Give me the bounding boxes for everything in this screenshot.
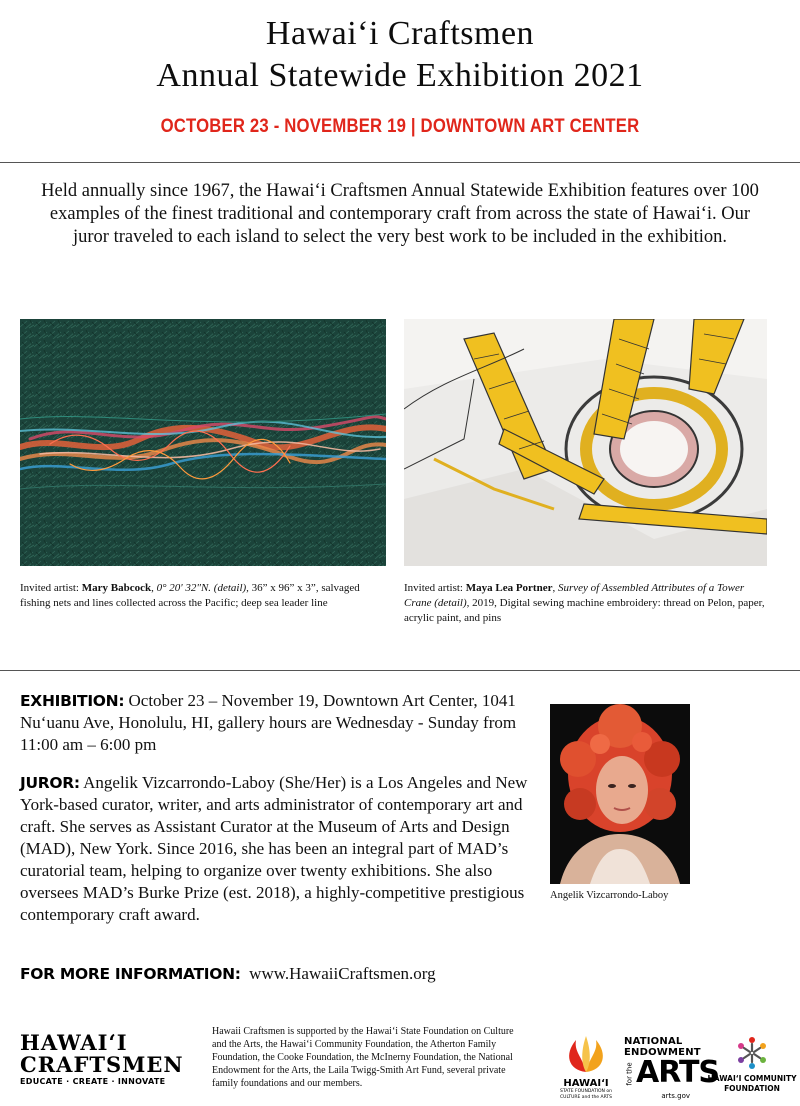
sfca-sub-2: CULTURE and the ARTS xyxy=(560,1095,612,1100)
exhibition-label: EXHIBITION: xyxy=(20,692,125,710)
artwork-portner-image xyxy=(404,319,767,566)
hcf-line-2: FOUNDATION xyxy=(724,1084,780,1093)
exhibition-block xyxy=(20,690,525,756)
sfca-flame-icon xyxy=(556,1034,616,1074)
nea-for-the: for the xyxy=(625,1062,634,1086)
logo-tagline: EDUCATE · CREATE · INNOVATE xyxy=(20,1077,166,1086)
juror-label: JUROR: xyxy=(20,774,80,792)
juror-photo-caption: Angelik Vizcarrondo-Laboy xyxy=(550,890,669,901)
nea-url: arts.gov xyxy=(661,1092,690,1100)
nea-line-1: NATIONAL xyxy=(624,1036,683,1047)
hcf-line-1: HAWAIʻI COMMUNITY xyxy=(707,1074,797,1083)
hcf-people-icon xyxy=(704,1036,800,1070)
website-link[interactable]: www.HawaiiCraftsmen.org xyxy=(249,964,436,983)
sfca-sub-1: STATE FOUNDATION on xyxy=(560,1089,612,1094)
nea-logo xyxy=(624,1036,720,1102)
nea-line-2: ENDOWMENT xyxy=(624,1047,701,1058)
artwork-portner-caption: Invited artist: Maya Lea Portner, Survey of Assembled Attributes of a Tower Crane (detail), 2019, Digital sewing machine embroidery: thread on Pelon, paper, acrylic paint, and pins xyxy=(404,582,765,624)
juror-photo xyxy=(550,704,690,884)
intro-paragraph: Held annually since 1967, the Hawaiʻi Craftsmen Annual Statewide Exhibition features over 100 examples of the finest traditional and contemporary craft from across the state of Hawaiʻi. Our juror traveled to each island to select the very best work to be included in the exhibition. xyxy=(41,181,759,247)
exhibition-text: October 23 – November 19, Downtown Art Center, 1041 Nuʻuanu Ave, Honolulu, HI, gallery hours are Wednesday - Sunday from 11:00 am – 6:00 pm xyxy=(20,691,517,754)
title-line-1: Hawaiʻi Craftsmen xyxy=(265,15,535,52)
more-info-line xyxy=(20,963,540,985)
artwork-babcock-caption: Invited artist: Mary Babcock, 0° 20' 32"N. (detail), 36” x 96” x 3”, salvaged fishing nets and lines collected across the Pacific; deep sea leader line xyxy=(20,582,360,609)
juror-text: Angelik Vizcarrondo-Laboy (She/Her) is a Los Angeles and New York-based curator, writer, and arts administrator of contemporary art and craft. She serves as Assistant Curator at the Museum of Arts and Design (MAD), New York. Since 2016, she has been an integral part of MAD’s curatorial team, helping to organize over twenty exhibitions. She also oversees MAD’s Burke Prize (est. 2018), a highly-competitive prestigious contemporary craft award. xyxy=(20,773,528,924)
supporters-text: Hawaii Craftsmen is supported by the Hawaiʻi State Foundation on Culture and the Arts, the Hawaiʻi Community Foundation, the Atherton Family Foundation, the Cooke Foundation, the McInerny Foundation, the National Endowment for the Arts, the Laila Twigg-Smith Art Fund, several private family foundations and our members. xyxy=(212,1026,514,1089)
divider-top xyxy=(0,162,800,163)
divider-middle xyxy=(0,670,800,671)
more-info-label: FOR MORE INFORMATION: xyxy=(20,965,241,983)
dates-venue: OCTOBER 23 - NOVEMBER 19 | DOWNTOWN ART CENTER xyxy=(160,116,640,137)
sfca-logo xyxy=(556,1034,616,1104)
nea-arts: ARTS xyxy=(636,1055,720,1090)
title-line-2: Annual Statewide Exhibition 2021 xyxy=(156,57,644,94)
artwork-babcock-image xyxy=(20,319,386,566)
logo-line-2: CRAFTSMEN xyxy=(20,1052,184,1077)
sfca-name: HAWAIʻI xyxy=(563,1078,609,1089)
logo-line-1: HAWAIʻI xyxy=(20,1030,128,1055)
hcf-logo xyxy=(704,1036,800,1102)
hawaii-craftsmen-logo xyxy=(20,1032,190,1092)
juror-block xyxy=(20,772,540,926)
